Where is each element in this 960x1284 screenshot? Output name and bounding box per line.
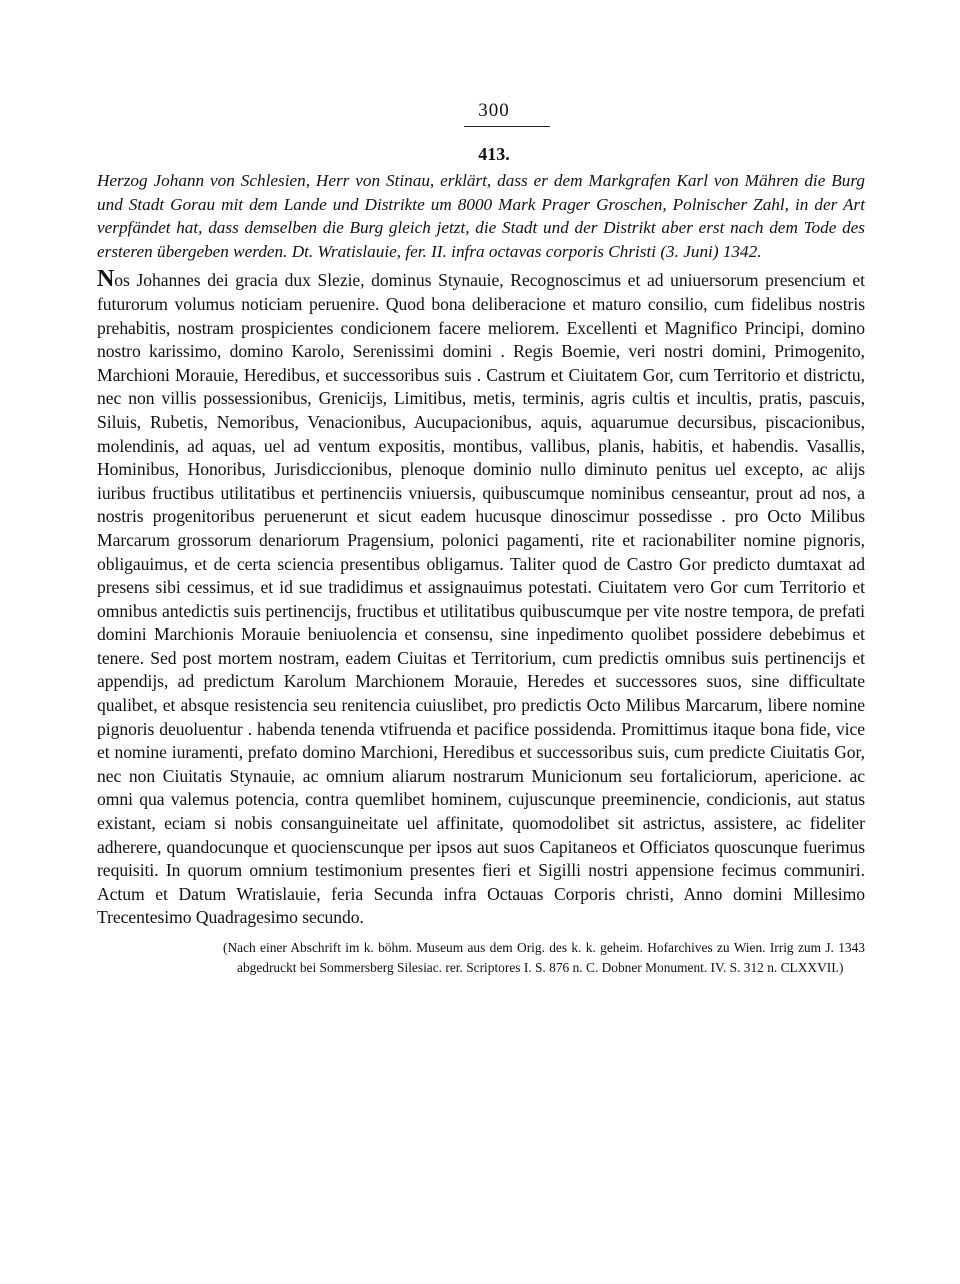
page-number-rule [464, 126, 550, 127]
charter-body: os Johannes dei gracia dux Slezie, dominus Stynauie, Recognoscimus et ad uniuersorum presencium et futurorum volumus noticiam peruenire. Quod bona deliberacione et maturo consilio, cum fidelibus nostris prehabitis, nostram prospicientes condicionem facere meliorem. Excellenti et Magnifico Principi, domino nostro karissimo, domino Karolo, Serenissimi domini . Regis Boemie, veri nostri domini, Primogenito, Marchioni Morauie, Heredibus, et successoribus suis . Castrum et Ciuitatem Gor, cum Territorio et districtu, nec non villis possessionibus, Grenicijs, Limitibus, metis, terminis, agris cultis et incultis, pratis, pascuis, Siluis, Rubetis, Nemoribus, Venacionibus, Aucupacionibus, aquis, aquarumue decursibus, piscacionibus, molendinis, ad aquas, uel ad ventum expositis, montibus, vallibus, planis, habitis, et habendis. Vasallis, Hominibus, Honoribus, Jurisdiccionibus, plenoque dominio nullo diminuto penitus uel excepto, ac alijs iuribus fructibus utilitatibus et pertinenciis vniuersis, quibuscumque nominibus censeantur, prout ad nos, a nostris progenitoribus peruenerunt et sicut eadem hucusque dinoscimur possedisse . pro Octo Milibus Marcarum grossorum denariorum Pragensium, polonici pagamenti, rite et racionabiliter nomine pignoris, obligauimus, et de certa sciencia presentibus obligamus. Taliter quod de Castro Gor predicto dumtaxat ad presens sibi cessimus, et id sue tradidimus et assignauimus potestati. Ciuitatem vero Gor cum Territorio et omnibus antedictis suis pertinencijs, fructibus et utilitatibus quibuscumque per vite nostre tempora, de prefati domini Marchionis Morauie beniuolencia et consensu, sine inpedimento quolibet possidere debebimus et tenere. Sed post mortem nostram, eadem Ciuitas et Territorium, cum predictis omnibus suis pertinencijs et appendijs, ad predictum Karolum Marchionem Morauie, Heredes et successores suos, sine difficultate qualibet, et absque resistencia seu renitencia cuiuslibet, pro predictis Octo Milibus Marcarum, libere nomine pignoris deuoluentur . habenda tenenda vtifruenda et pacifice possidenda. Promittimus itaque bona fide, vice et nomine iuramenti, prefato domino Marchioni, Heredibus et successoribus suis, cum predicte Ciuitatis Gor, nec non Ciuitatis Stynauie, ac omnium aliarum nostrarum Municionum seu fortaliciorum, apericione. ac omni qua valemus potencia, contra quemlibet hominem, cujuscunque preeminencie, condicionis, aut status existant, eciam si nobis consanguineitate uel affinitate, quomodolibet sit astrictus, assistere, ac fideliter adherere, quandocunque et quocienscunque per ipsos aut suos Capitaneos et Officiatos quoscunque fuerimus requisiti. In quorum omnium testimonium presentes fieri et Sigilli nostri appensione fecimus communiri. Actum et Datum Wratislauie, feria Secunda infra Octauas Corporis christi, Anno domini Millesimo Trecentesimo Quadragesimo secundo. [97, 270, 865, 928]
document-page [97, 100, 865, 978]
page-number: 300 [478, 100, 510, 121]
charter-text [97, 266, 865, 930]
source-note: (Nach einer Abschrift im k. böhm. Museum aus dem Orig. des k. k. geheim. Hofarchives zu Wien. Irrig zum J. 1343 abgedruckt bei Sommersberg Silesiac. rer. Scriptores I. S. 876 n. C. Dobner Monument. IV. S. 312 n. CLXXVII.) [223, 940, 865, 975]
regest-summary: Herzog Johann von Schlesien, Herr von Stinau, erklärt, dass er dem Markgrafen Karl von Mähren die Burg und Stadt Gorau mit dem Lande und Distrikte um 8000 Mark Prager Groschen, Polnischer Zahl, in der Art verpfändet hat, dass demselben die Burg gleich jetzt, die Stadt und der Distrikt aber erst nach dem Tode des ersteren übergeben werden. Dt. Wratislauie, fer. II. infra octavas corporis Christi (3. Juni) 1342. [97, 171, 865, 261]
document-number: 413. [478, 144, 510, 164]
initial-letter: N [97, 266, 115, 293]
